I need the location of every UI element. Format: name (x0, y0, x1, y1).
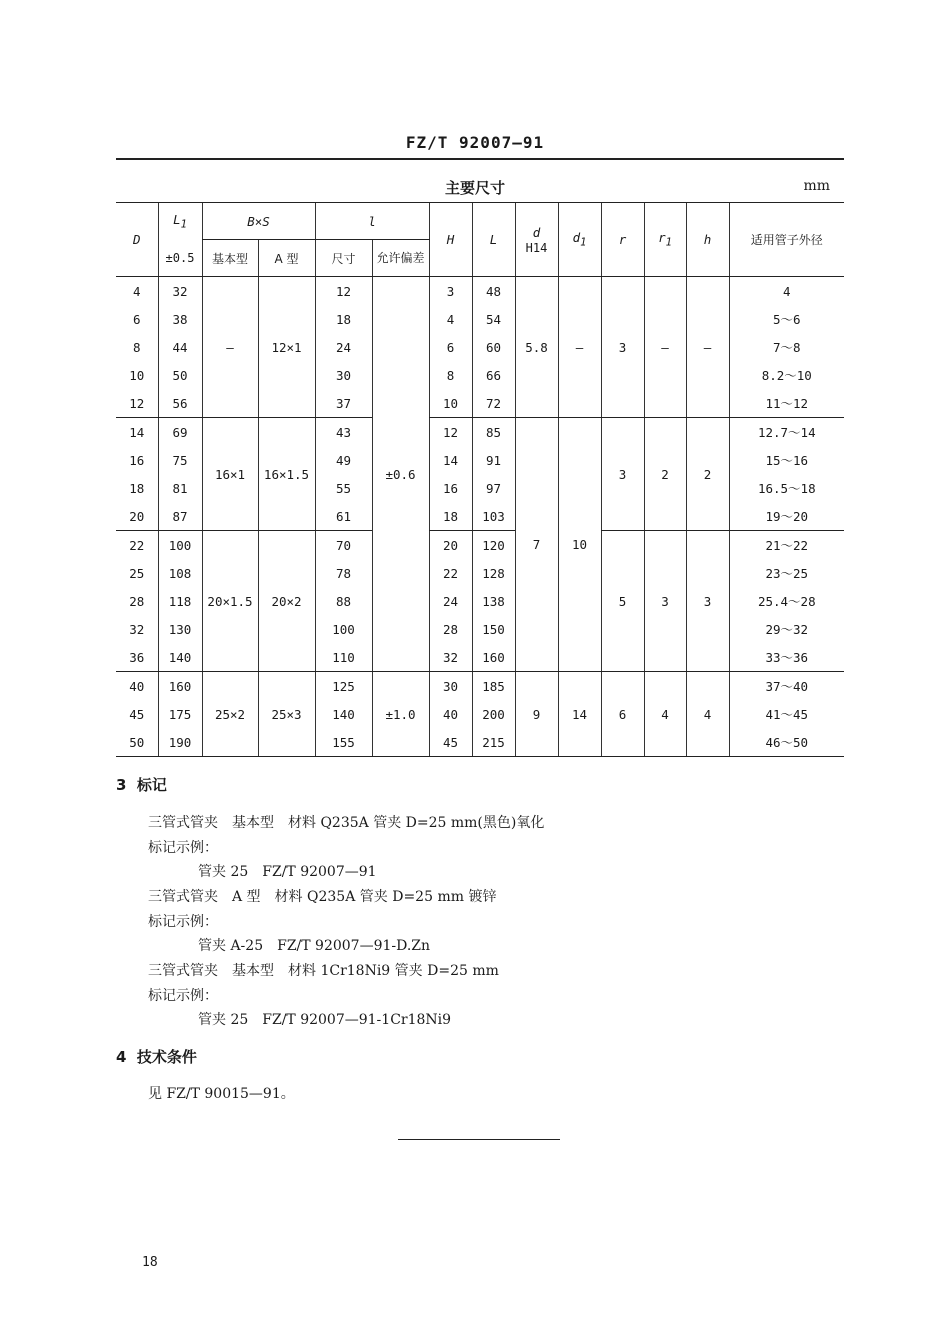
cell-l-size: 12 (315, 277, 372, 306)
cell-H: 12 (429, 418, 472, 447)
col-L: L (472, 203, 515, 277)
cell-r1: — (644, 277, 686, 418)
cell-H: 6 (429, 333, 472, 361)
table-row (116, 418, 844, 447)
cell-l-size: 78 (315, 559, 372, 587)
cell-L: 103 (472, 502, 515, 531)
col-BxS: B×S (202, 203, 315, 240)
cell-basic-type: 25×2 (202, 672, 258, 757)
cell-D: 14 (129, 424, 145, 440)
table-row (116, 531, 844, 560)
col-r: r (601, 203, 644, 277)
page-number: 18 (142, 1255, 158, 1270)
cell-d: 7 (515, 531, 558, 672)
cell-L1: 108 (158, 559, 202, 587)
cell-L1: 81 (158, 474, 202, 502)
cell-L1: 175 (158, 700, 202, 728)
cell-basic-type: — (202, 277, 258, 418)
col-d: d H14 (515, 203, 558, 277)
cell-D: 36 (116, 643, 158, 672)
cell-H: 10 (429, 389, 472, 418)
cell-D: 10 (129, 367, 145, 383)
cell-L1: 44 (158, 333, 202, 361)
col-L1: $L_1$ (158, 203, 202, 240)
cell-type-a: 25×3 (258, 672, 315, 757)
cell-H: 24 (429, 587, 472, 615)
cell-L1: 69 (158, 418, 202, 447)
cell-L: 54 (472, 305, 515, 333)
cell-pipe: 15～16 (729, 446, 844, 474)
cell-pipe: 4 (729, 277, 844, 306)
end-rule (398, 1139, 560, 1140)
cell-L1: 75 (158, 446, 202, 474)
cell-L: 120 (472, 531, 515, 560)
col-l: l (315, 203, 429, 240)
cell-L: 66 (472, 361, 515, 389)
cell-d1: — (558, 277, 601, 418)
col-h: h (686, 203, 729, 277)
cell-d1: 10 (558, 531, 601, 672)
cell-l-size: 24 (315, 333, 372, 361)
cell-L1: 190 (158, 728, 202, 757)
marking-line: 三管式管夹 A 型 材料 Q235A 管夹 D=25 mm 镀锌 (148, 889, 497, 905)
cell-L: 48 (472, 277, 515, 306)
cell-L: 160 (472, 643, 515, 672)
table-title: 主要尺寸 (444, 179, 505, 197)
marking-example: 管夹 25 FZ/T 92007—91-1Cr18Ni9 (198, 1012, 452, 1028)
col-type-a: A 型 (258, 240, 315, 277)
marking-line: 三管式管夹 基本型 材料 1Cr18Ni9 管夹 D=25 mm (148, 963, 499, 979)
cell-L: 138 (472, 587, 515, 615)
section-3-number: 3 (116, 776, 127, 794)
cell-L1: 140 (158, 643, 202, 672)
marking-example: 管夹 25 FZ/T 92007—91 (198, 864, 377, 880)
cell-D: 16 (129, 452, 145, 468)
cell-L1: 56 (158, 389, 202, 418)
cell-D: 4 (132, 283, 141, 299)
cell-H: 40 (429, 700, 472, 728)
cell-D: 28 (129, 593, 145, 609)
cell-type-a: 20×2 (258, 531, 315, 672)
cell-l-size: 18 (315, 305, 372, 333)
cell-pipe: 7～8 (729, 333, 844, 361)
dimensions-table (116, 202, 844, 757)
section-3-title: 标记 (136, 776, 167, 794)
cell-L: 97 (472, 474, 515, 502)
col-d1: $d_1$ (558, 203, 601, 277)
cell-L1: 118 (158, 587, 202, 615)
cell-L: 215 (472, 728, 515, 757)
marking-line: 标记示例： (148, 840, 218, 856)
cell-l-size: 70 (315, 531, 372, 560)
cell-r1: 2 (644, 418, 686, 531)
cell-H: 28 (429, 615, 472, 643)
cell-L1: 32 (158, 277, 202, 306)
cell-H: 32 (429, 643, 472, 672)
table-row (116, 672, 844, 701)
header-rule (116, 158, 844, 160)
cell-d1 (558, 418, 601, 531)
cell-L: 60 (472, 333, 515, 361)
col-pipe-diameter: 适用管子外径 (729, 203, 844, 277)
cell-L: 150 (472, 615, 515, 643)
document-code-header: FZ/T 92007—91 (405, 133, 545, 152)
section-3-heading (116, 774, 167, 795)
cell-h: — (686, 277, 729, 418)
cell-D: 45 (129, 706, 145, 722)
cell-l-size: 30 (315, 361, 372, 389)
cell-H: 4 (429, 305, 472, 333)
marking-line: 标记示例： (148, 988, 218, 1004)
col-H: H (429, 203, 472, 277)
cell-l-size: 43 (315, 418, 372, 447)
marking-example: 管夹 A-25 FZ/T 92007—91-D.Zn (198, 938, 431, 954)
cell-d (515, 418, 558, 531)
cell-D: 20 (116, 502, 158, 531)
cell-l-size: 55 (315, 474, 372, 502)
cell-pipe: 25.4～28 (729, 587, 844, 615)
cell-pipe: 33～36 (729, 643, 844, 672)
cell-D: 18 (129, 480, 145, 496)
cell-l-tolerance: ±0.6 (372, 418, 429, 531)
col-L1-tolerance: ±0.5 (158, 240, 202, 277)
cell-l-size: 100 (315, 615, 372, 643)
cell-r1: 4 (644, 672, 686, 757)
cell-type-a: 16×1.5 (258, 418, 315, 531)
cell-L: 91 (472, 446, 515, 474)
section-4-title: 技术条件 (136, 1048, 197, 1066)
cell-pipe: 29～32 (729, 615, 844, 643)
cell-L1: 130 (158, 615, 202, 643)
cell-h: 3 (686, 531, 729, 672)
cell-l-size: 88 (315, 587, 372, 615)
cell-l-tolerance: ±1.0 (372, 672, 429, 757)
cell-l-size: 140 (315, 700, 372, 728)
table-unit: mm (803, 178, 830, 194)
cell-L1: 100 (158, 531, 202, 560)
col-r1: $r_1$ (644, 203, 686, 277)
cell-l-size: 110 (315, 643, 372, 672)
cell-L1: 87 (158, 502, 202, 531)
cell-L: 185 (472, 672, 515, 701)
cell-r: 3 (601, 418, 644, 531)
cell-H: 22 (429, 559, 472, 587)
cell-pipe: 8.2～10 (729, 361, 844, 389)
cell-h: 4 (686, 672, 729, 757)
col-l-tolerance: 允许偏差 (372, 240, 429, 277)
col-D: D (116, 203, 158, 277)
cell-l-size: 37 (315, 389, 372, 418)
cell-D: 25 (129, 565, 145, 581)
cell-pipe: 21～22 (729, 531, 844, 560)
cell-D: 50 (116, 728, 158, 757)
cell-L: 200 (472, 700, 515, 728)
cell-H: 20 (429, 531, 472, 560)
cell-pipe: 41～45 (729, 700, 844, 728)
cell-L: 72 (472, 389, 515, 418)
cell-d: 5.8 (515, 277, 558, 418)
cell-pipe: 12.7～14 (729, 418, 844, 447)
cell-h: 2 (686, 418, 729, 531)
cell-D: 6 (132, 311, 141, 327)
cell-basic-type: 16×1 (202, 418, 258, 531)
cell-pipe: 37～40 (729, 672, 844, 701)
cell-pipe: 23～25 (729, 559, 844, 587)
cell-D: 32 (129, 621, 145, 637)
cell-d1: 14 (558, 672, 601, 757)
cell-l-size: 61 (315, 502, 372, 531)
cell-H: 16 (429, 474, 472, 502)
cell-H: 14 (429, 446, 472, 474)
table-row (116, 277, 844, 306)
cell-pipe: 16.5～18 (729, 474, 844, 502)
cell-H: 30 (429, 672, 472, 701)
cell-L1: 50 (158, 361, 202, 389)
cell-type-a: 12×1 (258, 277, 315, 418)
cell-D: 8 (132, 339, 141, 355)
cell-L: 128 (472, 559, 515, 587)
marking-line: 标记示例： (148, 914, 218, 930)
cell-D: 12 (116, 389, 158, 418)
cell-r: 5 (601, 531, 644, 672)
cell-l-tolerance (372, 277, 429, 418)
cell-pipe: 11～12 (729, 389, 844, 418)
cell-L1: 38 (158, 305, 202, 333)
cell-l-size: 125 (315, 672, 372, 701)
cell-L: 85 (472, 418, 515, 447)
cell-H: 18 (429, 502, 472, 531)
cell-basic-type: 20×1.5 (202, 531, 258, 672)
cell-r: 3 (601, 277, 644, 418)
section-4-heading (116, 1046, 197, 1067)
cell-H: 8 (429, 361, 472, 389)
cell-pipe: 5～6 (729, 305, 844, 333)
cell-H: 3 (429, 277, 472, 306)
section-4-number: 4 (116, 1048, 127, 1066)
cell-r: 6 (601, 672, 644, 757)
cell-pipe: 46～50 (729, 728, 844, 757)
cell-H: 45 (429, 728, 472, 757)
cell-d: 9 (515, 672, 558, 757)
tech-conditions-text: 见 FZ/T 90015—91。 (148, 1086, 295, 1102)
cell-l-size: 49 (315, 446, 372, 474)
cell-L1: 160 (158, 672, 202, 701)
cell-D: 22 (129, 537, 145, 553)
col-basic-type: 基本型 (202, 240, 258, 277)
cell-pipe: 19～20 (729, 502, 844, 531)
cell-l-tolerance (372, 531, 429, 672)
cell-r1: 3 (644, 531, 686, 672)
marking-line: 三管式管夹 基本型 材料 Q235A 管夹 D=25 mm(黑色)氧化 (148, 815, 545, 831)
cell-l-size: 155 (315, 728, 372, 757)
col-l-size: 尺寸 (315, 240, 372, 277)
cell-D: 40 (129, 678, 145, 694)
